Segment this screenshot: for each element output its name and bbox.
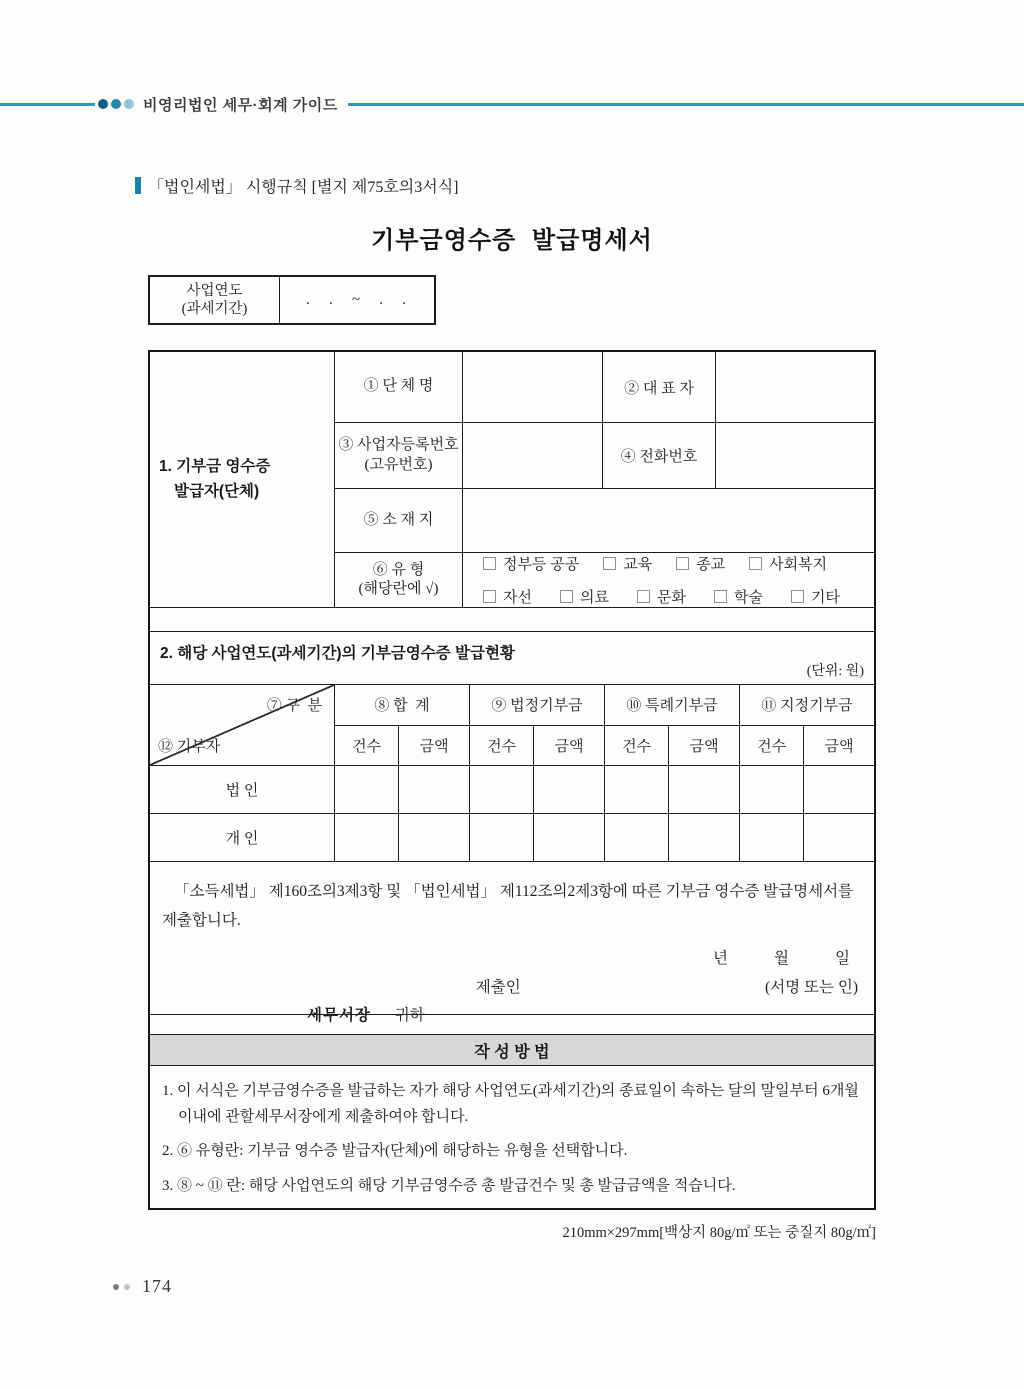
data-cell <box>398 813 469 861</box>
type-option <box>560 586 609 607</box>
subcol-count-header: 건수 <box>469 725 533 765</box>
business-reg-label-line2: (고유번호) <box>364 456 433 473</box>
checkbox-icon[interactable] <box>749 557 762 570</box>
instruction-item: 3. ⑧ ~ ⑪ 란: 해당 사업연도의 해당 기부금영수증 총 발급건수 및 총 발급금액을 적습니다. <box>162 1177 736 1194</box>
header-dot-icon <box>124 99 134 109</box>
spacer-row <box>150 607 874 631</box>
column-group-special: ⑩ 특례기부금 <box>604 685 739 725</box>
type-option-label: 의료 <box>579 590 609 606</box>
checkbox-icon[interactable] <box>560 590 573 603</box>
checkbox-icon[interactable] <box>791 590 804 603</box>
checkbox-icon[interactable] <box>714 590 727 603</box>
type-option-label: 정부등 공공 <box>503 557 580 573</box>
subcol-amount-header: 금액 <box>533 725 604 765</box>
data-cell <box>469 813 533 861</box>
submitter-line <box>150 975 874 997</box>
recipient-title: 세무서장 <box>307 1006 371 1024</box>
spacer-row <box>150 1014 874 1034</box>
type-option <box>676 553 725 574</box>
address-label: ⑤ 소 재 지 <box>335 489 463 552</box>
type-label-line1: ⑥ 유 형 <box>372 561 425 578</box>
type-option-label: 자선 <box>503 590 532 606</box>
address-input-cell <box>463 489 874 552</box>
representative-label: ② 대 표 자 <box>603 352 716 422</box>
representative-input-cell <box>716 352 874 422</box>
column-group-designated: ⑪ 지정기부금 <box>739 685 874 725</box>
section1-heading-line1: 1. 기부금 영수증 <box>159 458 271 476</box>
data-cell <box>533 765 604 813</box>
submitter-label: 제출인 <box>475 978 521 996</box>
type-options <box>463 553 874 607</box>
row-label-individual: 개 인 <box>150 813 334 861</box>
subcol-count-header: 건수 <box>334 725 398 765</box>
data-cell <box>739 765 803 813</box>
page-footer <box>113 1276 172 1297</box>
data-cell <box>334 765 398 813</box>
footer-dot-icon <box>124 1284 130 1290</box>
type-option-label: 학술 <box>733 590 763 606</box>
row-label-corporation: 법 인 <box>150 765 334 813</box>
section2-heading-row <box>150 631 874 683</box>
type-option-label: 교육 <box>623 557 653 573</box>
recipient-line <box>307 1003 425 1025</box>
date-month-label: 월 <box>774 949 790 967</box>
header-rule-right <box>348 103 1024 106</box>
data-cell <box>469 765 533 813</box>
header-rule-left <box>0 103 95 106</box>
matrix-column-caption: ⑦ 구 분 <box>266 697 322 714</box>
date-line <box>713 946 874 968</box>
main-form-table <box>148 350 876 1210</box>
type-option <box>749 553 827 574</box>
declaration-text: 「소득세법」 제160조의3제3항 및 「법인세법」 제112조의2제3항에 따른 기부금 영수증 발급명세서를 제출합니다. <box>162 882 854 929</box>
data-cell <box>739 813 803 861</box>
type-option <box>791 586 840 607</box>
section1-heading <box>150 352 334 607</box>
date-year-label: 년 <box>713 949 729 967</box>
type-option <box>483 553 579 574</box>
business-year-label <box>150 277 280 323</box>
data-cell <box>668 765 739 813</box>
form-reference-text: 「법인세법」 시행규칙 [별지 제75호의3서식] <box>148 179 459 196</box>
declaration-block <box>150 861 874 1024</box>
phone-label: ④ 전화번호 <box>603 423 716 488</box>
data-cell <box>334 813 398 861</box>
business-reg-number-label <box>335 423 463 488</box>
matrix-row-caption: ⑫ 기부자 <box>158 738 221 755</box>
checkbox-icon[interactable] <box>676 557 689 570</box>
section1-issuer <box>150 352 874 607</box>
phone-input-cell <box>716 423 874 488</box>
business-year-value-cell: . . ~ . . <box>305 291 409 308</box>
issuance-status-table <box>150 684 874 861</box>
business-year-label-line2: (과세기간) <box>181 301 248 317</box>
business-year-table <box>148 275 436 325</box>
type-option-label: 기타 <box>810 590 840 606</box>
type-label <box>335 553 463 607</box>
data-cell <box>604 765 668 813</box>
header-dot-icon <box>98 99 108 109</box>
checkbox-icon[interactable] <box>483 590 496 603</box>
checkbox-icon[interactable] <box>483 557 496 570</box>
data-cell <box>533 813 604 861</box>
data-cell <box>398 765 469 813</box>
chapter-header <box>0 96 1024 112</box>
org-name-label: ① 단 체 명 <box>335 352 463 422</box>
subcol-count-header: 건수 <box>739 725 803 765</box>
instruction-item: 2. ⑥ 유형란: 기부금 영수증 발급자(단체)에 해당하는 유형을 선택합니다. <box>162 1143 628 1159</box>
matrix-corner-cell <box>150 685 334 765</box>
type-option <box>714 586 763 607</box>
type-option <box>603 553 652 574</box>
type-label-line2: (해당란에 √) <box>358 581 439 597</box>
checkbox-icon[interactable] <box>637 590 650 603</box>
header-dot-icon <box>111 99 121 109</box>
type-option-label: 문화 <box>656 590 686 606</box>
subcol-amount-header: 금액 <box>668 725 739 765</box>
org-name-input-cell <box>463 352 603 422</box>
column-group-total: ⑧ 합 계 <box>334 685 469 725</box>
section1-heading-line2: 발급자(단체) <box>174 482 260 500</box>
signature-note: (서명 또는 인) <box>765 978 858 996</box>
instructions-body <box>150 1065 874 1208</box>
data-cell <box>668 813 739 861</box>
business-reg-label-line1: ③ 사업자등록번호 <box>338 437 459 453</box>
type-option-label: 종교 <box>696 557 726 573</box>
paper-spec-note: 210mm×297mm[백상지 80g/㎡ 또는 중질지 80g/㎡] <box>562 1225 876 1241</box>
guide-title: 비영리법인 세무·회계 가이드 <box>143 96 338 114</box>
checkbox-icon[interactable] <box>603 557 616 570</box>
footer-dot-icon <box>113 1284 119 1290</box>
blue-bar-icon <box>135 177 141 194</box>
type-option-label: 사회복지 <box>769 557 828 573</box>
form-title: 기부금영수증 발급명세서 <box>371 227 653 254</box>
section2-heading: 2. 해당 사업연도(과세기간)의 기부금영수증 발급현황 <box>160 645 515 663</box>
instruction-item: 1. 이 서식은 기부금영수증을 발급하는 자가 해당 사업연도(과세기간)의 종료일이 속하는 달의 말일부터 6개월 이내에 관할세무서장에게 제출하여야 합니다. <box>162 1083 859 1125</box>
column-group-statutory: ⑨ 법정기부금 <box>469 685 604 725</box>
subcol-amount-header: 금액 <box>398 725 469 765</box>
date-day-label: 일 <box>835 949 850 967</box>
recipient-suffix: 귀하 <box>394 1006 425 1024</box>
page-number: 174 <box>142 1276 172 1296</box>
form-reference <box>135 174 459 197</box>
type-option <box>637 586 686 607</box>
data-cell <box>803 765 874 813</box>
data-cell <box>803 813 874 861</box>
subcol-amount-header: 금액 <box>803 725 874 765</box>
type-option <box>483 586 532 607</box>
instructions-header: 작 성 방 법 <box>150 1034 874 1065</box>
data-cell <box>604 813 668 861</box>
business-year-label-line1: 사업연도 <box>186 282 243 299</box>
unit-note: (단위: 원) <box>806 663 864 679</box>
subcol-count-header: 건수 <box>604 725 668 765</box>
business-reg-number-input-cell <box>463 423 603 488</box>
